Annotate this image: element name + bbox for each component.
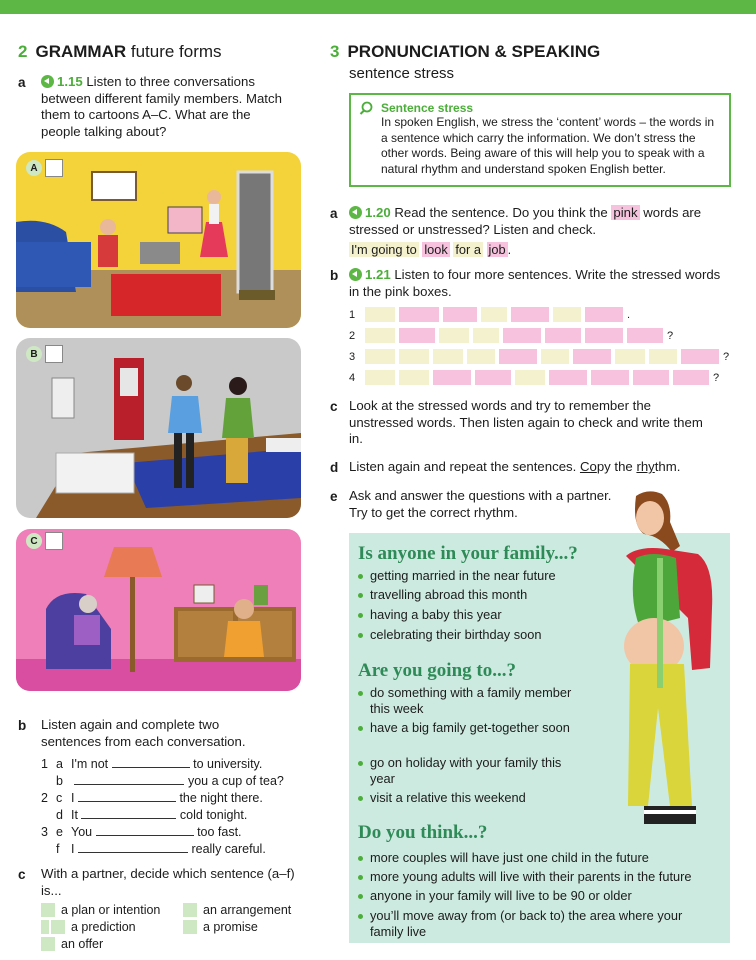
stressed-box[interactable] — [511, 307, 549, 322]
stressed-word: job — [488, 242, 506, 257]
stressed-box[interactable] — [503, 328, 541, 343]
section-title: PRONUNCIATION & SPEAKING — [347, 42, 601, 61]
unstressed-box[interactable] — [365, 370, 395, 385]
exercise-b-text: 1.21 Listen to four more sentences. Write the stressed words in the pink boxes. — [349, 267, 721, 299]
stressed-box[interactable] — [681, 349, 719, 364]
example-sentence: I'm going to look for a job . — [351, 242, 512, 257]
option-promise: a promise — [183, 920, 258, 934]
gap-row: 1 a I'm not to university. — [41, 757, 263, 771]
audio-icon[interactable] — [349, 206, 362, 219]
pronunciation-heading — [330, 42, 600, 62]
discussion-item: go on holiday with your family this year — [358, 755, 588, 787]
gap-blank[interactable] — [78, 791, 176, 802]
section-subtitle: sentence stress — [349, 65, 455, 82]
discussion-heading: Are you going to...? — [358, 660, 516, 681]
option-checkbox[interactable] — [41, 903, 55, 917]
cartoon-c — [16, 529, 301, 691]
unstressed-box[interactable] — [439, 328, 469, 343]
exercise-letter-d: d — [330, 460, 339, 475]
answer-box[interactable] — [45, 159, 63, 177]
discussion-item: anyone in your family will live to be 90 or older — [358, 888, 632, 904]
unstressed-box[interactable] — [365, 349, 395, 364]
gap-blank[interactable] — [81, 808, 176, 819]
section-title: GRAMMAR — [35, 42, 127, 61]
unstressed-box[interactable] — [615, 349, 645, 364]
unstressed-box[interactable] — [481, 307, 507, 322]
stressed-box[interactable] — [573, 349, 611, 364]
discussion-item: travelling abroad this month — [358, 587, 527, 603]
discussion-item: more couples will have just one child in the future — [358, 850, 649, 866]
exercise-b-text: Listen again and complete two sentences from each conversation. — [41, 717, 246, 749]
gap-blank[interactable] — [96, 825, 194, 836]
top-color-bar — [0, 0, 756, 14]
exercise-e-text: Ask and answer the questions with a partner. Try to get the correct rhythm. — [349, 488, 612, 520]
exercise-d-text: Listen again and repeat the sentences. Copy the rhythm. — [349, 459, 681, 474]
option-checkbox[interactable] — [183, 903, 197, 917]
cartoon-c-tag — [26, 532, 63, 550]
unstressed-box[interactable] — [399, 370, 429, 385]
discussion-heading: Is anyone in your family...? — [358, 543, 578, 564]
audio-icon[interactable] — [41, 75, 54, 88]
exercise-a-text — [41, 74, 291, 140]
search-icon — [359, 101, 373, 115]
stressed-box[interactable] — [549, 370, 587, 385]
stressed-word: look — [424, 242, 448, 257]
stress-row: 3 ? — [349, 350, 730, 363]
discussion-item: having a baby this year — [358, 607, 502, 623]
stress-row: 2 ? — [349, 329, 674, 342]
cartoon-b-tag — [26, 345, 63, 363]
gap-blank[interactable] — [74, 774, 184, 785]
cartoon-c-illustration — [16, 529, 301, 691]
discussion-item: do something with a family member this week — [358, 685, 588, 717]
audio-track: 1.21 — [365, 267, 391, 282]
grammar-heading — [18, 42, 222, 62]
section-number: 2 — [18, 42, 28, 61]
discussion-item: getting married in the near future — [358, 568, 556, 584]
section-number: 3 — [330, 42, 340, 61]
discussion-heading: Do you think...? — [358, 822, 488, 843]
exercise-letter-c: c — [18, 867, 26, 882]
unstressed-box[interactable] — [399, 349, 429, 364]
option-offer: an offer — [41, 937, 103, 951]
cartoon-label: A — [26, 160, 42, 176]
pregnant-woman-illustration — [600, 488, 735, 836]
unstressed-box[interactable] — [553, 307, 581, 322]
unstressed-box[interactable] — [541, 349, 569, 364]
stressed-box[interactable] — [585, 328, 623, 343]
stressed-box[interactable] — [627, 328, 663, 343]
unstressed-word: for a — [455, 242, 481, 257]
discussion-item: you’ll move away from (or back to) the area where your family live — [358, 908, 718, 940]
exercise-letter-a: a — [18, 75, 26, 90]
exercise-a-body: Listen to three conversations between different family members. Match them to cartoons A–C. What are the people talking about? — [41, 74, 282, 139]
box-title: Sentence stress — [381, 101, 474, 115]
stressed-box[interactable] — [591, 370, 629, 385]
stressed-box[interactable] — [585, 307, 623, 322]
stress-row: 1 . — [349, 308, 631, 321]
section-subtitle: future forms — [130, 42, 222, 61]
stressed-box[interactable] — [673, 370, 709, 385]
box-text: In spoken English, we stress the ‘content’ words – the words in a sentence which carry the information. We don’t stress the other words. Being aware of this will help you to speak with a natural rhythm and understand spoken English better. — [381, 115, 715, 176]
exercise-c-text: Look at the stressed words and try to remember the unstressed words. Then listen again to check and write them in. — [349, 398, 703, 446]
sentence-stress-box — [349, 93, 731, 187]
exercise-letter-b: b — [330, 268, 339, 283]
unstressed-word: I'm going to — [351, 242, 417, 257]
option-checkbox[interactable] — [41, 937, 55, 951]
exercise-letter-a: a — [330, 206, 338, 221]
audio-track: 1.15 — [57, 74, 83, 89]
cartoon-a — [16, 152, 301, 328]
gap-blank[interactable] — [112, 757, 190, 768]
unstressed-box[interactable] — [433, 349, 463, 364]
exercise-a-text: 1.20 Read the sentence. Do you think the pink words are stressed or unstressed? Listen and check. — [349, 205, 702, 237]
stressed-box[interactable] — [433, 370, 471, 385]
audio-icon[interactable] — [349, 268, 362, 281]
stressed-box[interactable] — [399, 328, 435, 343]
gap-row: d It cold tonight. — [56, 808, 248, 822]
stressed-box[interactable] — [443, 307, 477, 322]
stressed-box[interactable] — [475, 370, 511, 385]
exercise-c-text: With a partner, decide which sentence (a–f) is... — [41, 866, 295, 898]
option-checkbox[interactable] — [183, 920, 197, 934]
gap-row: 2 c I the night there. — [41, 791, 263, 805]
option-checkbox[interactable] — [51, 920, 65, 934]
answer-box[interactable] — [45, 345, 63, 363]
discussion-item: more young adults will live with their parents in the future — [358, 869, 692, 885]
cartoon-a-tag — [26, 159, 63, 177]
unstressed-box[interactable] — [365, 328, 395, 343]
stress-row: 4 ? — [349, 371, 720, 384]
option-checkbox[interactable] — [41, 920, 49, 934]
stressed-box[interactable] — [545, 328, 581, 343]
gap-blank[interactable] — [78, 842, 188, 853]
exercise-letter-c: c — [330, 399, 338, 414]
option-prediction: a prediction — [41, 920, 136, 934]
discussion-item: celebrating their birthday soon — [358, 627, 541, 643]
stressed-box[interactable] — [399, 307, 439, 322]
cartoon-a-illustration — [16, 152, 301, 328]
discussion-item: have a big family get-together soon — [358, 720, 588, 736]
cartoon-b-illustration — [16, 338, 301, 518]
gap-row: b you a cup of tea? — [56, 774, 284, 788]
unstressed-box[interactable] — [649, 349, 677, 364]
exercise-letter-e: e — [330, 489, 338, 504]
audio-track: 1.20 — [365, 205, 391, 220]
cartoon-label: C — [26, 533, 42, 549]
answer-box[interactable] — [45, 532, 63, 550]
stressed-box[interactable] — [633, 370, 669, 385]
unstressed-box[interactable] — [473, 328, 499, 343]
exercise-letter-b: b — [18, 718, 27, 733]
unstressed-box[interactable] — [467, 349, 495, 364]
unstressed-box[interactable] — [515, 370, 545, 385]
cartoon-label: B — [26, 346, 42, 362]
discussion-item: visit a relative this weekend — [358, 790, 526, 806]
option-plan: a plan or intention — [41, 903, 160, 917]
option-arrangement: an arrangement — [183, 903, 291, 917]
gap-row: 3 e You too fast. — [41, 825, 242, 839]
cartoon-b — [16, 338, 301, 518]
unstressed-box[interactable] — [365, 307, 395, 322]
pink-word: pink — [613, 205, 638, 220]
gap-row: f I really careful. — [56, 842, 266, 856]
stressed-box[interactable] — [499, 349, 537, 364]
